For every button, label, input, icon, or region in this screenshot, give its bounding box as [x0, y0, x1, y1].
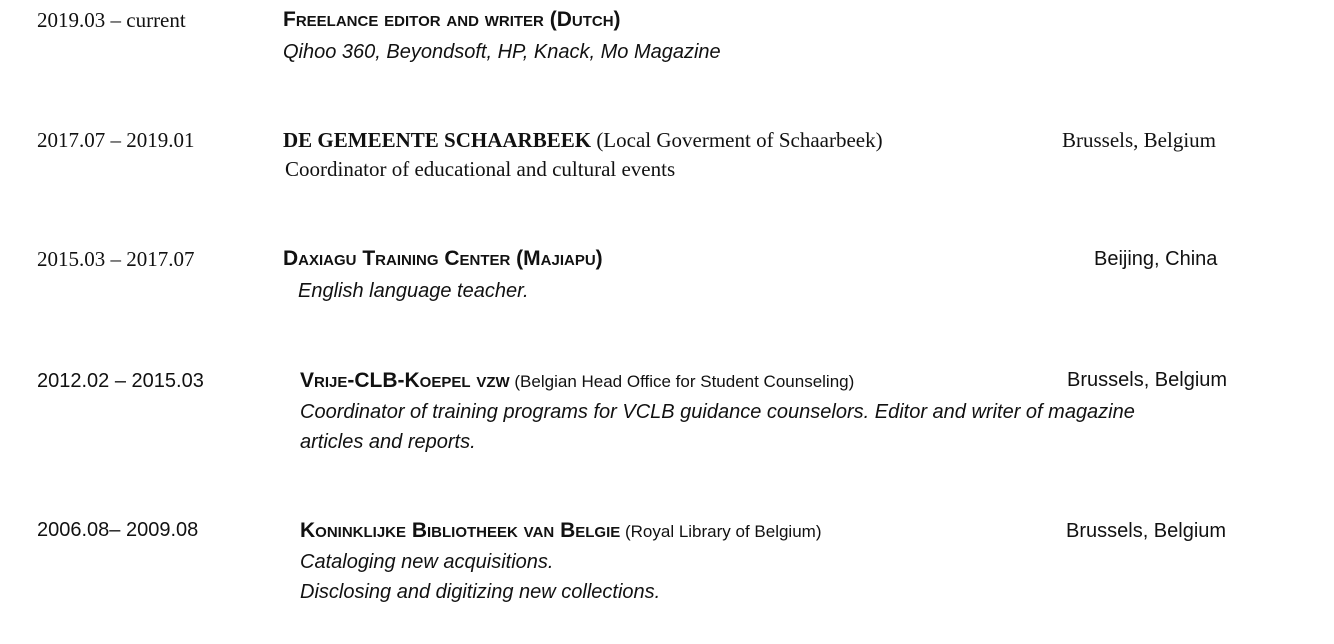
entry-description-line: Qihoo 360, Beyondsoft, HP, Knack, Mo Magazine: [283, 41, 721, 63]
organization-name: Daxiagu Training Center (Majiapu): [283, 247, 603, 270]
entry-date: 2006.08– 2009.08: [37, 519, 199, 541]
entry-date: 2019.03 – current: [37, 8, 186, 32]
entry-description-line: Coordinator of training programs for VCLB guidance counselors. Editor and writer of magazine: [300, 401, 1135, 423]
entry-organization: [300, 369, 854, 393]
entry-organization: [283, 247, 603, 271]
entry-location: Brussels, Belgium: [1066, 520, 1227, 542]
organization-name: Vrije-CLB-Koepel vzw: [300, 369, 510, 392]
organization-note: (Belgian Head Office for Student Counseling): [509, 372, 855, 391]
entry-location: Brussels, Belgium: [1067, 369, 1228, 391]
entry-organization: [300, 519, 822, 543]
entry-date: 2015.03 – 2017.07: [37, 247, 195, 271]
entry-location: Brussels, Belgium: [1062, 128, 1217, 152]
organization-name: Freelance editor and writer (Dutch): [283, 8, 621, 31]
entry-description-line: articles and reports.: [300, 431, 476, 453]
entry-description-line: Disclosing and digitizing new collections.: [300, 581, 661, 603]
organization-name: Koninklijke Bibliotheek van Belgie: [300, 519, 621, 542]
entry-location: Beijing, China: [1094, 248, 1218, 270]
entry-date: 2012.02 – 2015.03: [37, 370, 204, 392]
organization-note: (Local Goverment of Schaarbeek): [591, 128, 883, 152]
organization-note: (Royal Library of Belgium): [620, 522, 822, 541]
entry-description-line: Cataloging new acquisitions.: [300, 551, 554, 573]
entry-organization: [283, 8, 621, 32]
organization-name: DE GEMEENTE SCHAARBEEK: [283, 128, 592, 152]
entry-date: 2017.07 – 2019.01: [37, 128, 195, 152]
entry-organization: [283, 128, 883, 153]
entry-description-line: English language teacher.: [298, 280, 529, 302]
entry-description-line: Coordinator of educational and cultural events: [285, 157, 676, 181]
